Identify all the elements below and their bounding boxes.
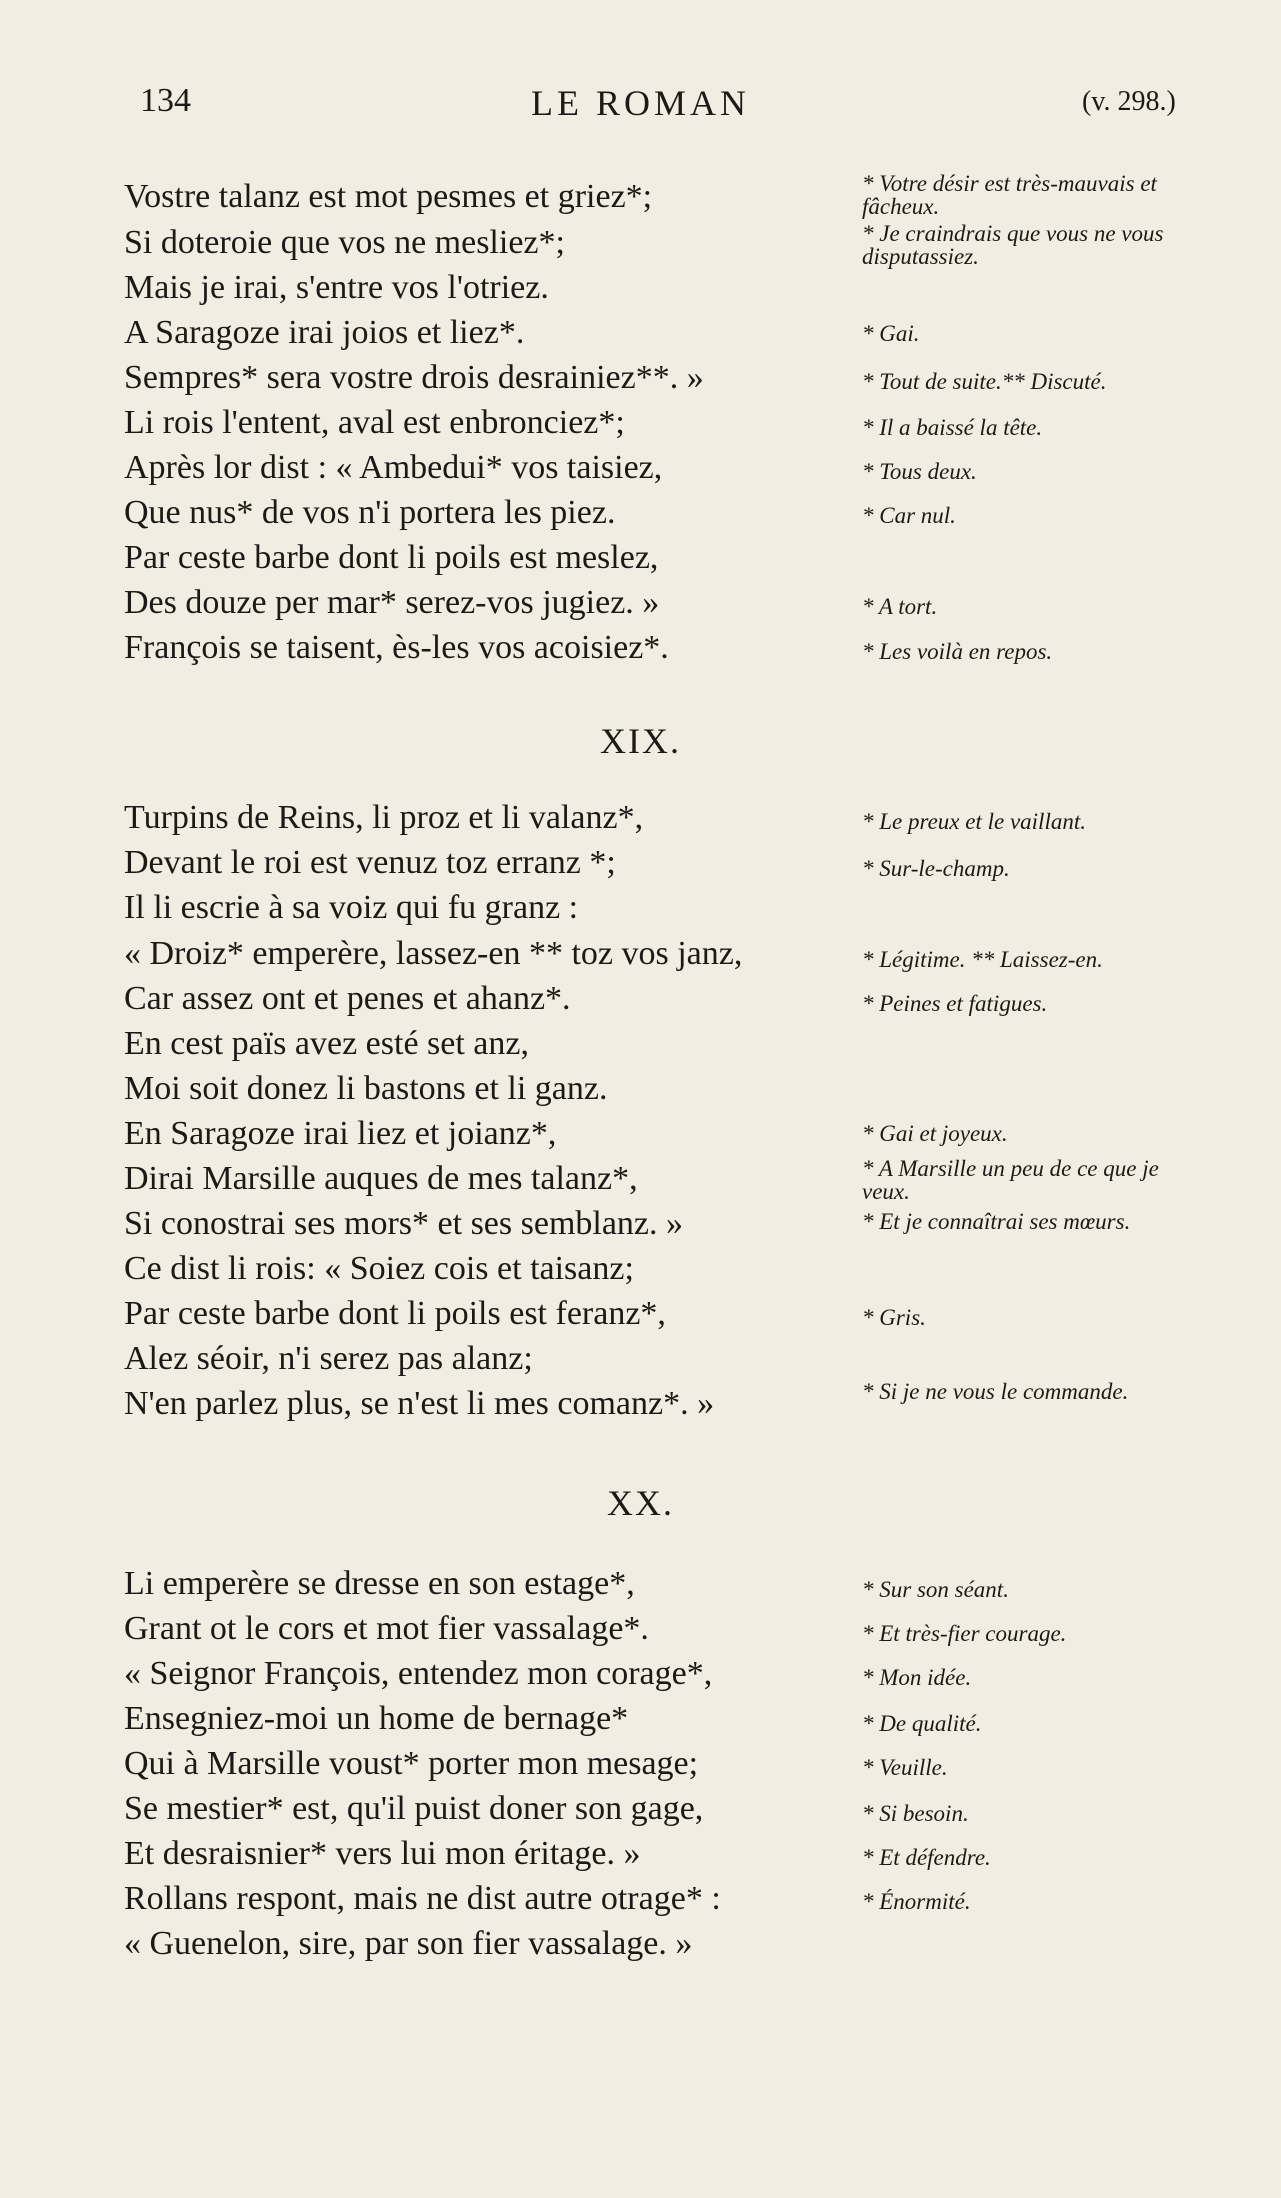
verse-line: Car assez ont et penes et ahanz*. bbox=[124, 980, 571, 1017]
verse-line: Qui à Marsille voust* porter mon mesage; bbox=[124, 1745, 699, 1782]
gloss-note: * Le preux et le vaillant. bbox=[862, 809, 1086, 834]
gloss-note: * Légitime. ** Laissez-en. bbox=[862, 947, 1103, 972]
gloss-note: * Et je connaîtrai ses mœurs. bbox=[862, 1209, 1131, 1234]
verse-line: « Seignor François, entendez mon corage*, bbox=[124, 1655, 713, 1692]
gloss-note: * Il a baissé la tête. bbox=[862, 415, 1043, 440]
verse-line: Devant le roi est venuz toz erranz *; bbox=[124, 844, 616, 881]
verse-line: Après lor dist : « Ambedui* vos taisiez, bbox=[124, 449, 663, 486]
verse-line: Vostre talanz est mot pesmes et griez*; bbox=[124, 178, 653, 215]
verse-line: Il li escrie à sa voiz qui fu granz : bbox=[124, 889, 579, 926]
gloss-note: * Les voilà en repos. bbox=[862, 639, 1053, 664]
verse-reference: (v. 298.) bbox=[1082, 86, 1176, 117]
verse-line: Et desraisnier* vers lui mon éritage. » bbox=[124, 1835, 641, 1872]
verse-line: En cest païs avez esté set anz, bbox=[124, 1025, 529, 1062]
verse-line: Que nus* de vos n'i portera les piez. bbox=[124, 494, 616, 531]
gloss-note: * Peines et fatigues. bbox=[862, 991, 1048, 1016]
verse-line: Par ceste barbe dont li poils est meslez, bbox=[124, 539, 659, 576]
running-title: LE ROMAN bbox=[531, 83, 750, 123]
gloss-note: * Gai et joyeux. bbox=[862, 1121, 1008, 1146]
gloss-note: * Et défendre. bbox=[862, 1845, 991, 1870]
verse-line: Des douze per mar* serez-vos jugiez. » bbox=[124, 584, 660, 621]
gloss-note: * Mon idée. bbox=[862, 1665, 972, 1690]
gloss-note: * A Marsille un peu de ce que je veux. bbox=[862, 1156, 1159, 1204]
verse-line: Si conostrai ses mors* et ses semblanz. » bbox=[124, 1205, 684, 1242]
laisse-number: XX. bbox=[607, 1483, 674, 1523]
gloss-note: * Si je ne vous le commande. bbox=[862, 1379, 1129, 1404]
verse-line: Grant ot le cors et mot fier vassalage*. bbox=[124, 1610, 649, 1647]
gloss-note: * Sur son séant. bbox=[862, 1577, 1009, 1602]
verse-line: Ensegniez-moi un home de bernage* bbox=[124, 1700, 629, 1737]
verse-line: Si doteroie que vos ne mesliez*; bbox=[124, 224, 565, 261]
verse-line: Rollans respont, mais ne dist autre otrage* : bbox=[124, 1880, 721, 1917]
verse-line: Sempres* sera vostre drois desrainiez**. » bbox=[124, 359, 704, 396]
verse-line: N'en parlez plus, se n'est li mes comanz*. » bbox=[124, 1385, 715, 1422]
gloss-note: * Gai. bbox=[862, 321, 920, 346]
gloss-note: * Je craindrais que vous ne vous disputassiez. bbox=[862, 221, 1164, 269]
verse-line: François se taisent, ès-les vos acoisiez*. bbox=[124, 629, 669, 666]
laisse-number: XIX. bbox=[600, 721, 681, 761]
gloss-note: * Si besoin. bbox=[862, 1801, 969, 1826]
gloss-note: * Énormité. bbox=[862, 1889, 971, 1914]
verse-line: Turpins de Reins, li proz et li valanz*, bbox=[124, 799, 644, 836]
verse-line: Li rois l'entent, aval est enbronciez*; bbox=[124, 404, 625, 441]
gloss-note: * Votre désir est très-mauvais et fâcheux. bbox=[862, 171, 1157, 219]
verse-line: En Saragoze irai liez et joianz*, bbox=[124, 1115, 557, 1152]
verse-line: Ce dist li rois: « Soiez cois et taisanz; bbox=[124, 1250, 634, 1287]
gloss-note: * Tous deux. bbox=[862, 459, 977, 484]
gloss-note: * Car nul. bbox=[862, 503, 956, 528]
verse-line: Alez séoir, n'i serez pas alanz; bbox=[124, 1340, 533, 1377]
verse-line: « Droiz* emperère, lassez-en ** toz vos janz, bbox=[124, 935, 743, 972]
gloss-note: * Gris. bbox=[862, 1305, 926, 1330]
gloss-note: * Sur-le-champ. bbox=[862, 856, 1010, 881]
verse-line: Moi soit donez li bastons et li ganz. bbox=[124, 1070, 608, 1107]
verse-line: Li emperère se dresse en son estage*, bbox=[124, 1565, 635, 1602]
verse-line: Par ceste barbe dont li poils est feranz*, bbox=[124, 1295, 666, 1332]
gloss-note: * Veuille. bbox=[862, 1755, 948, 1780]
running-header bbox=[0, 82, 1281, 132]
verse-line: Se mestier* est, qu'il puist doner son gage, bbox=[124, 1790, 704, 1827]
gloss-note: * Tout de suite.** Discuté. bbox=[862, 369, 1107, 394]
verse-line: A Saragoze irai joios et liez*. bbox=[124, 314, 525, 351]
gloss-note: * A tort. bbox=[862, 594, 938, 619]
page-number: 134 bbox=[140, 82, 191, 119]
verse-line: « Guenelon, sire, par son fier vassalage. » bbox=[124, 1925, 693, 1962]
gloss-note: * Et très-fier courage. bbox=[862, 1621, 1067, 1646]
gloss-note: * De qualité. bbox=[862, 1711, 982, 1736]
verse-line: Dirai Marsille auques de mes talanz*, bbox=[124, 1160, 638, 1197]
verse-line: Mais je irai, s'entre vos l'otriez. bbox=[124, 269, 549, 306]
